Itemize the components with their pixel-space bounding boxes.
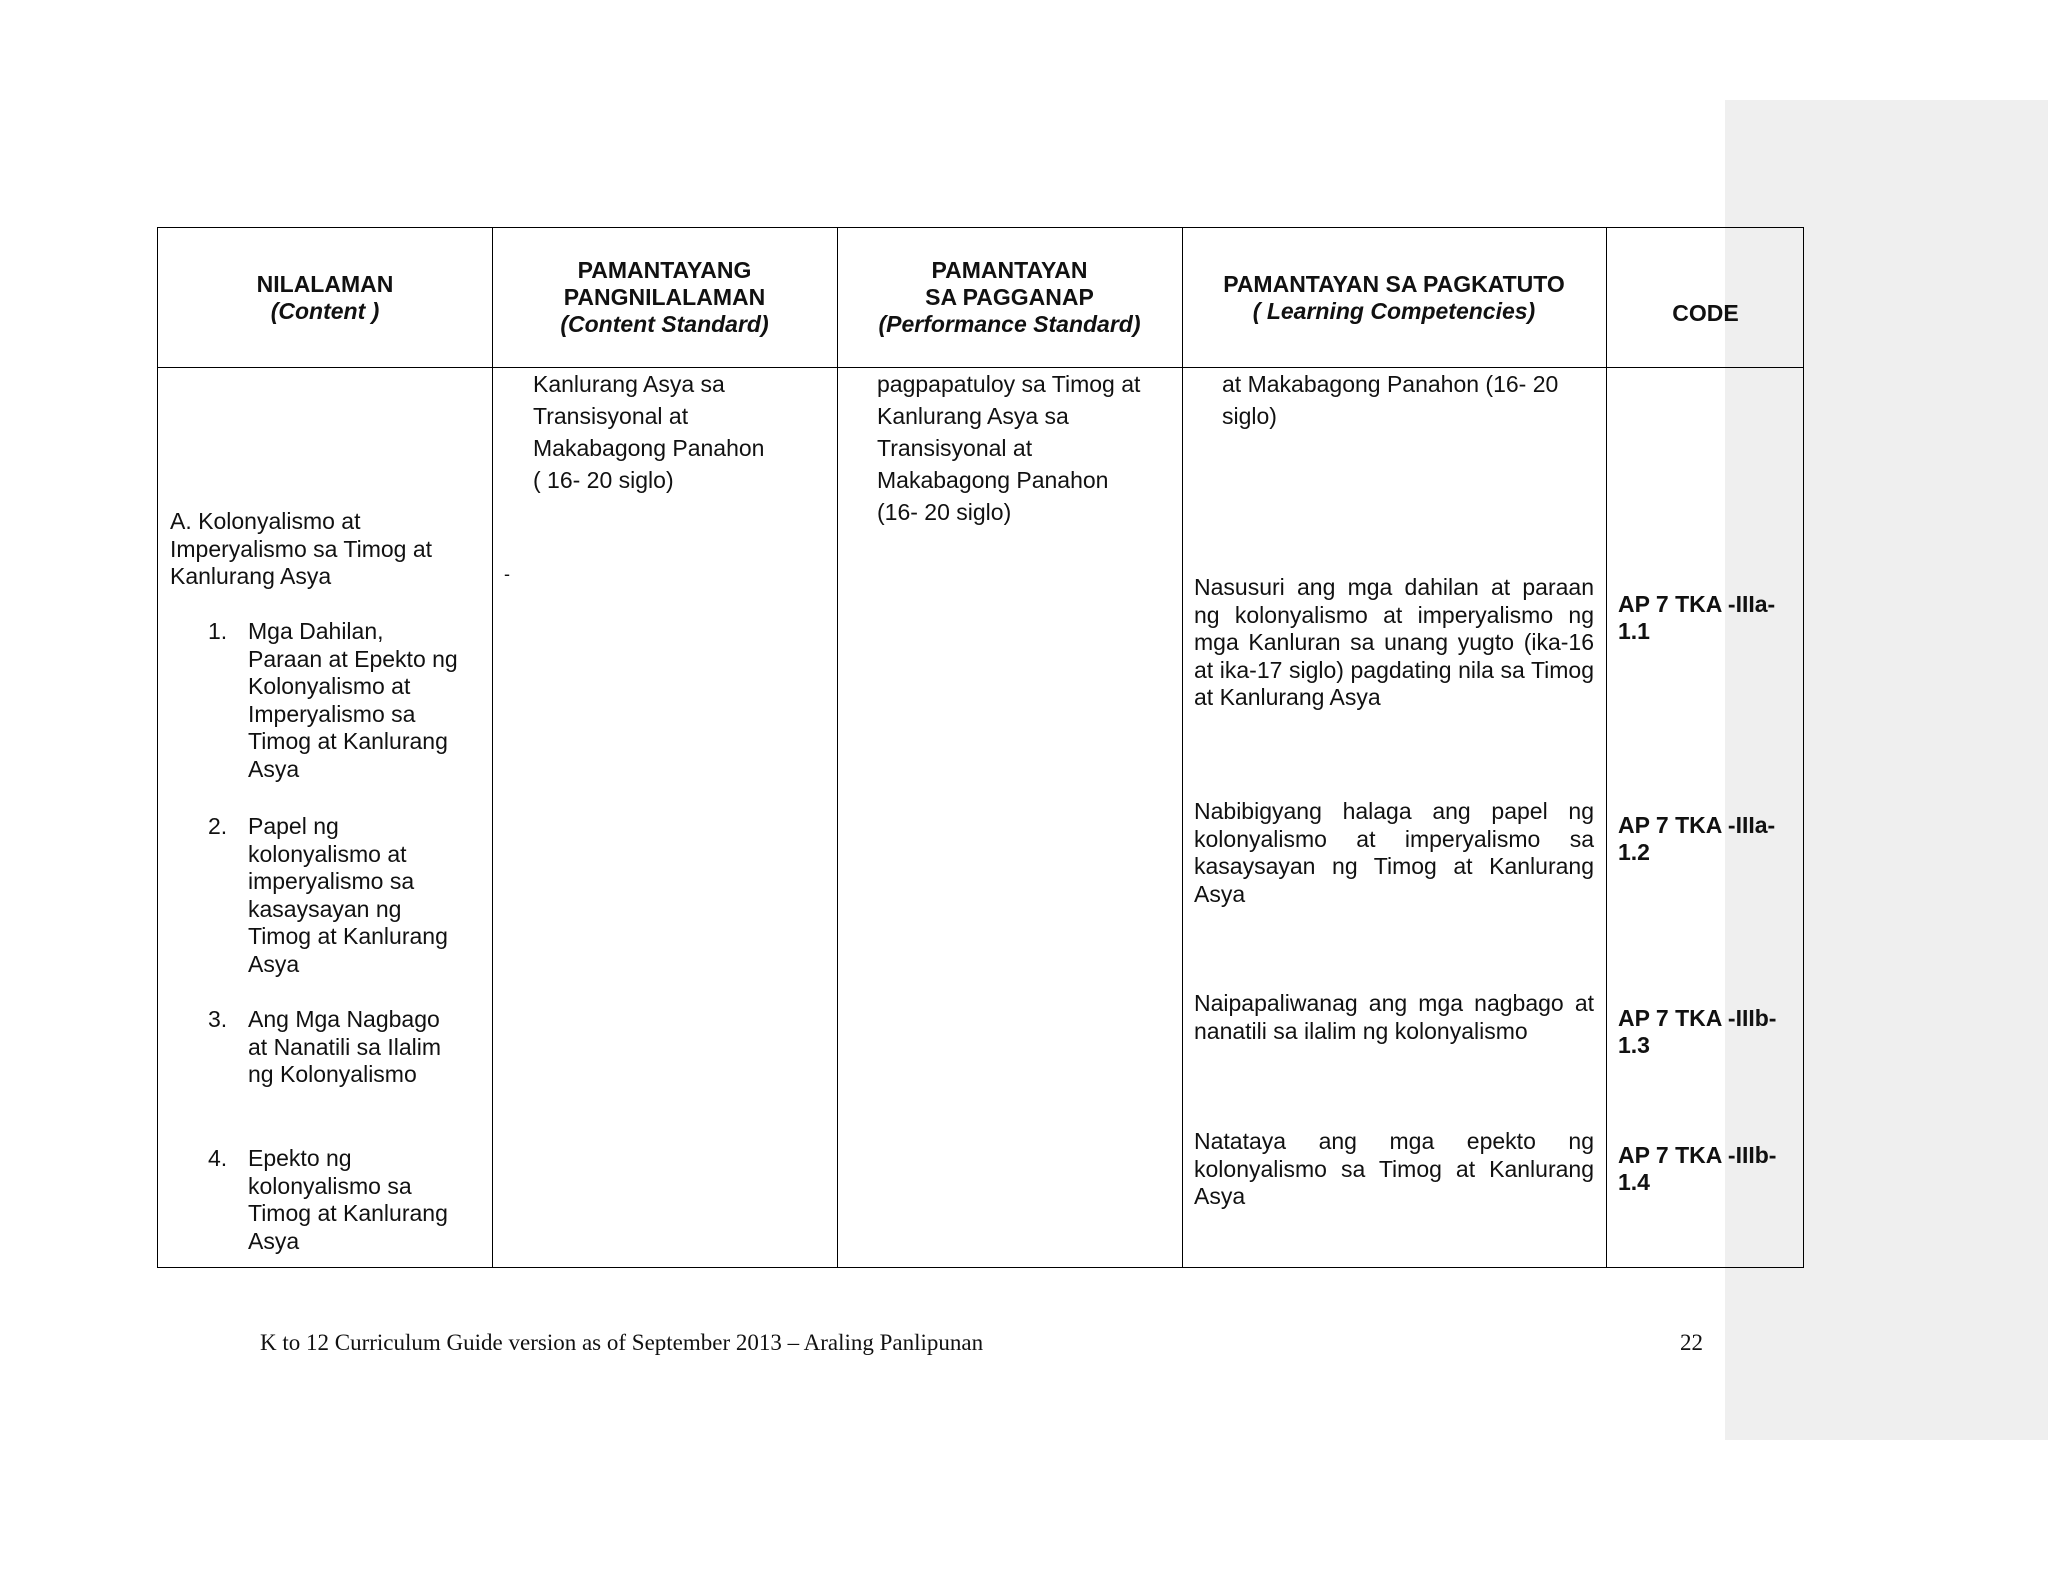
content-section-title: A. Kolonyalismo at Imperyalismo sa Timog at Kanlurang Asya xyxy=(170,508,433,589)
content-item-text: Ang Mga Nagbago at Nanatili sa Ilalim ng Kolonyalismo xyxy=(248,1006,442,1087)
code-line: 1.1 xyxy=(1618,618,1650,644)
code-line: AP 7 TKA -IIIa- xyxy=(1618,591,1776,617)
content-item-text: Papel ng kolonyalismo at imperyalismo sa kasaysayan ng Timog at Kanlurang Asya xyxy=(248,813,448,977)
competency-item: Nasusuri ang mga dahilan at paraan ng kolonyalismo at imperyalismo ng mga Kanluran sa unang yugto (ika-16 at ika-17 siglo) pagdating nila sa Timog at Kanlurang Asya xyxy=(1194,574,1594,710)
content-item-number: 3. xyxy=(208,1006,228,1032)
header-performance-standard-title2: SA PAGGANAP xyxy=(925,284,1094,310)
header-learning-competencies-title: PAMANTAYAN SA PAGKATUTO xyxy=(1223,270,1565,297)
column-divider xyxy=(492,228,493,1267)
content-item-number: 4. xyxy=(208,1145,228,1171)
content-standard-line: ( 16- 20 siglo) xyxy=(533,467,674,493)
competency-code xyxy=(1618,812,1775,866)
competency-code xyxy=(1618,1142,1776,1196)
content-standard-text xyxy=(533,368,823,496)
performance-standard-line: Makabagong Panahon xyxy=(877,467,1109,493)
competency-code xyxy=(1618,1005,1776,1059)
header-code-title: CODE xyxy=(1672,300,1739,326)
column-divider xyxy=(837,228,838,1267)
header-content xyxy=(158,228,492,367)
content-item-text: Epekto ng kolonyalismo sa Timog at Kanlurang Asya xyxy=(248,1145,448,1254)
code-line: 1.4 xyxy=(1618,1169,1650,1195)
competency-item: Nabibigyang halaga ang papel ng kolonyalismo at imperyalismo sa kasaysayan ng Timog at Kanlurang Asya xyxy=(1194,798,1594,907)
performance-standard-line: Transisyonal at xyxy=(877,435,1033,461)
content-standard-line: Makabagong Panahon xyxy=(533,435,765,461)
content-item-number: 1. xyxy=(208,618,228,644)
competency-continued xyxy=(1222,368,1592,432)
header-content-standard-subtitle: (Content Standard) xyxy=(560,311,769,337)
footer-text: K to 12 Curriculum Guide version as of September 2013 – Araling Panlipunan xyxy=(260,1330,984,1355)
performance-standard-line: pagpapatuloy sa Timog at xyxy=(877,371,1141,397)
curriculum-table xyxy=(157,227,1804,1268)
content-standard-line: Transisyonal at xyxy=(533,403,689,429)
content-standard-line: Kanlurang Asya sa xyxy=(533,371,725,397)
code-line: AP 7 TKA -IIIb- xyxy=(1618,1142,1777,1168)
header-learning-competencies xyxy=(1182,228,1606,367)
header-learning-competencies-subtitle: ( Learning Competencies) xyxy=(1252,297,1536,324)
header-performance-standard-subtitle: (Performance Standard) xyxy=(878,311,1141,337)
header-content-standard-title2: PANGNILALAMAN xyxy=(563,284,766,310)
header-content-standard xyxy=(492,228,837,367)
header-content-title: NILALAMAN xyxy=(256,270,394,297)
header-performance-standard-title1: PAMANTAYAN xyxy=(931,257,1088,283)
header-content-standard-title1: PAMANTAYANG xyxy=(577,257,752,283)
header-code xyxy=(1606,228,1805,367)
code-line: AP 7 TKA -IIIb- xyxy=(1618,1005,1777,1031)
content-item-number: 2. xyxy=(208,813,228,839)
column-divider xyxy=(1606,228,1607,1267)
competency-continued-line: at Makabagong Panahon (16- 20 xyxy=(1222,371,1559,397)
performance-standard-line: Kanlurang Asya sa xyxy=(877,403,1069,429)
performance-standard-text xyxy=(877,368,1177,528)
code-line: 1.3 xyxy=(1618,1032,1650,1058)
competency-code xyxy=(1618,591,1775,645)
content-item-text: Mga Dahilan, Paraan at Epekto ng Kolonyalismo at Imperyalismo sa Timog at Kanlurang Asya xyxy=(248,618,458,782)
code-line: AP 7 TKA -IIIa- xyxy=(1618,812,1776,838)
page-number: 22 xyxy=(1680,1330,1703,1355)
competency-item: Naipapaliwanag ang mga nagbago at nanatili sa ilalim ng kolonyalismo xyxy=(1194,990,1594,1044)
code-line: 1.2 xyxy=(1618,839,1650,865)
column-divider xyxy=(1182,228,1183,1267)
competency-item: Natataya ang mga epekto ng kolonyalismo sa Timog at Kanlurang Asya xyxy=(1194,1128,1594,1209)
content-standard-dash: - xyxy=(504,564,510,584)
header-content-subtitle: (Content ) xyxy=(270,297,380,324)
performance-standard-line: (16- 20 siglo) xyxy=(877,499,1012,525)
header-performance-standard xyxy=(837,228,1182,367)
competency-continued-line: siglo) xyxy=(1222,403,1277,429)
